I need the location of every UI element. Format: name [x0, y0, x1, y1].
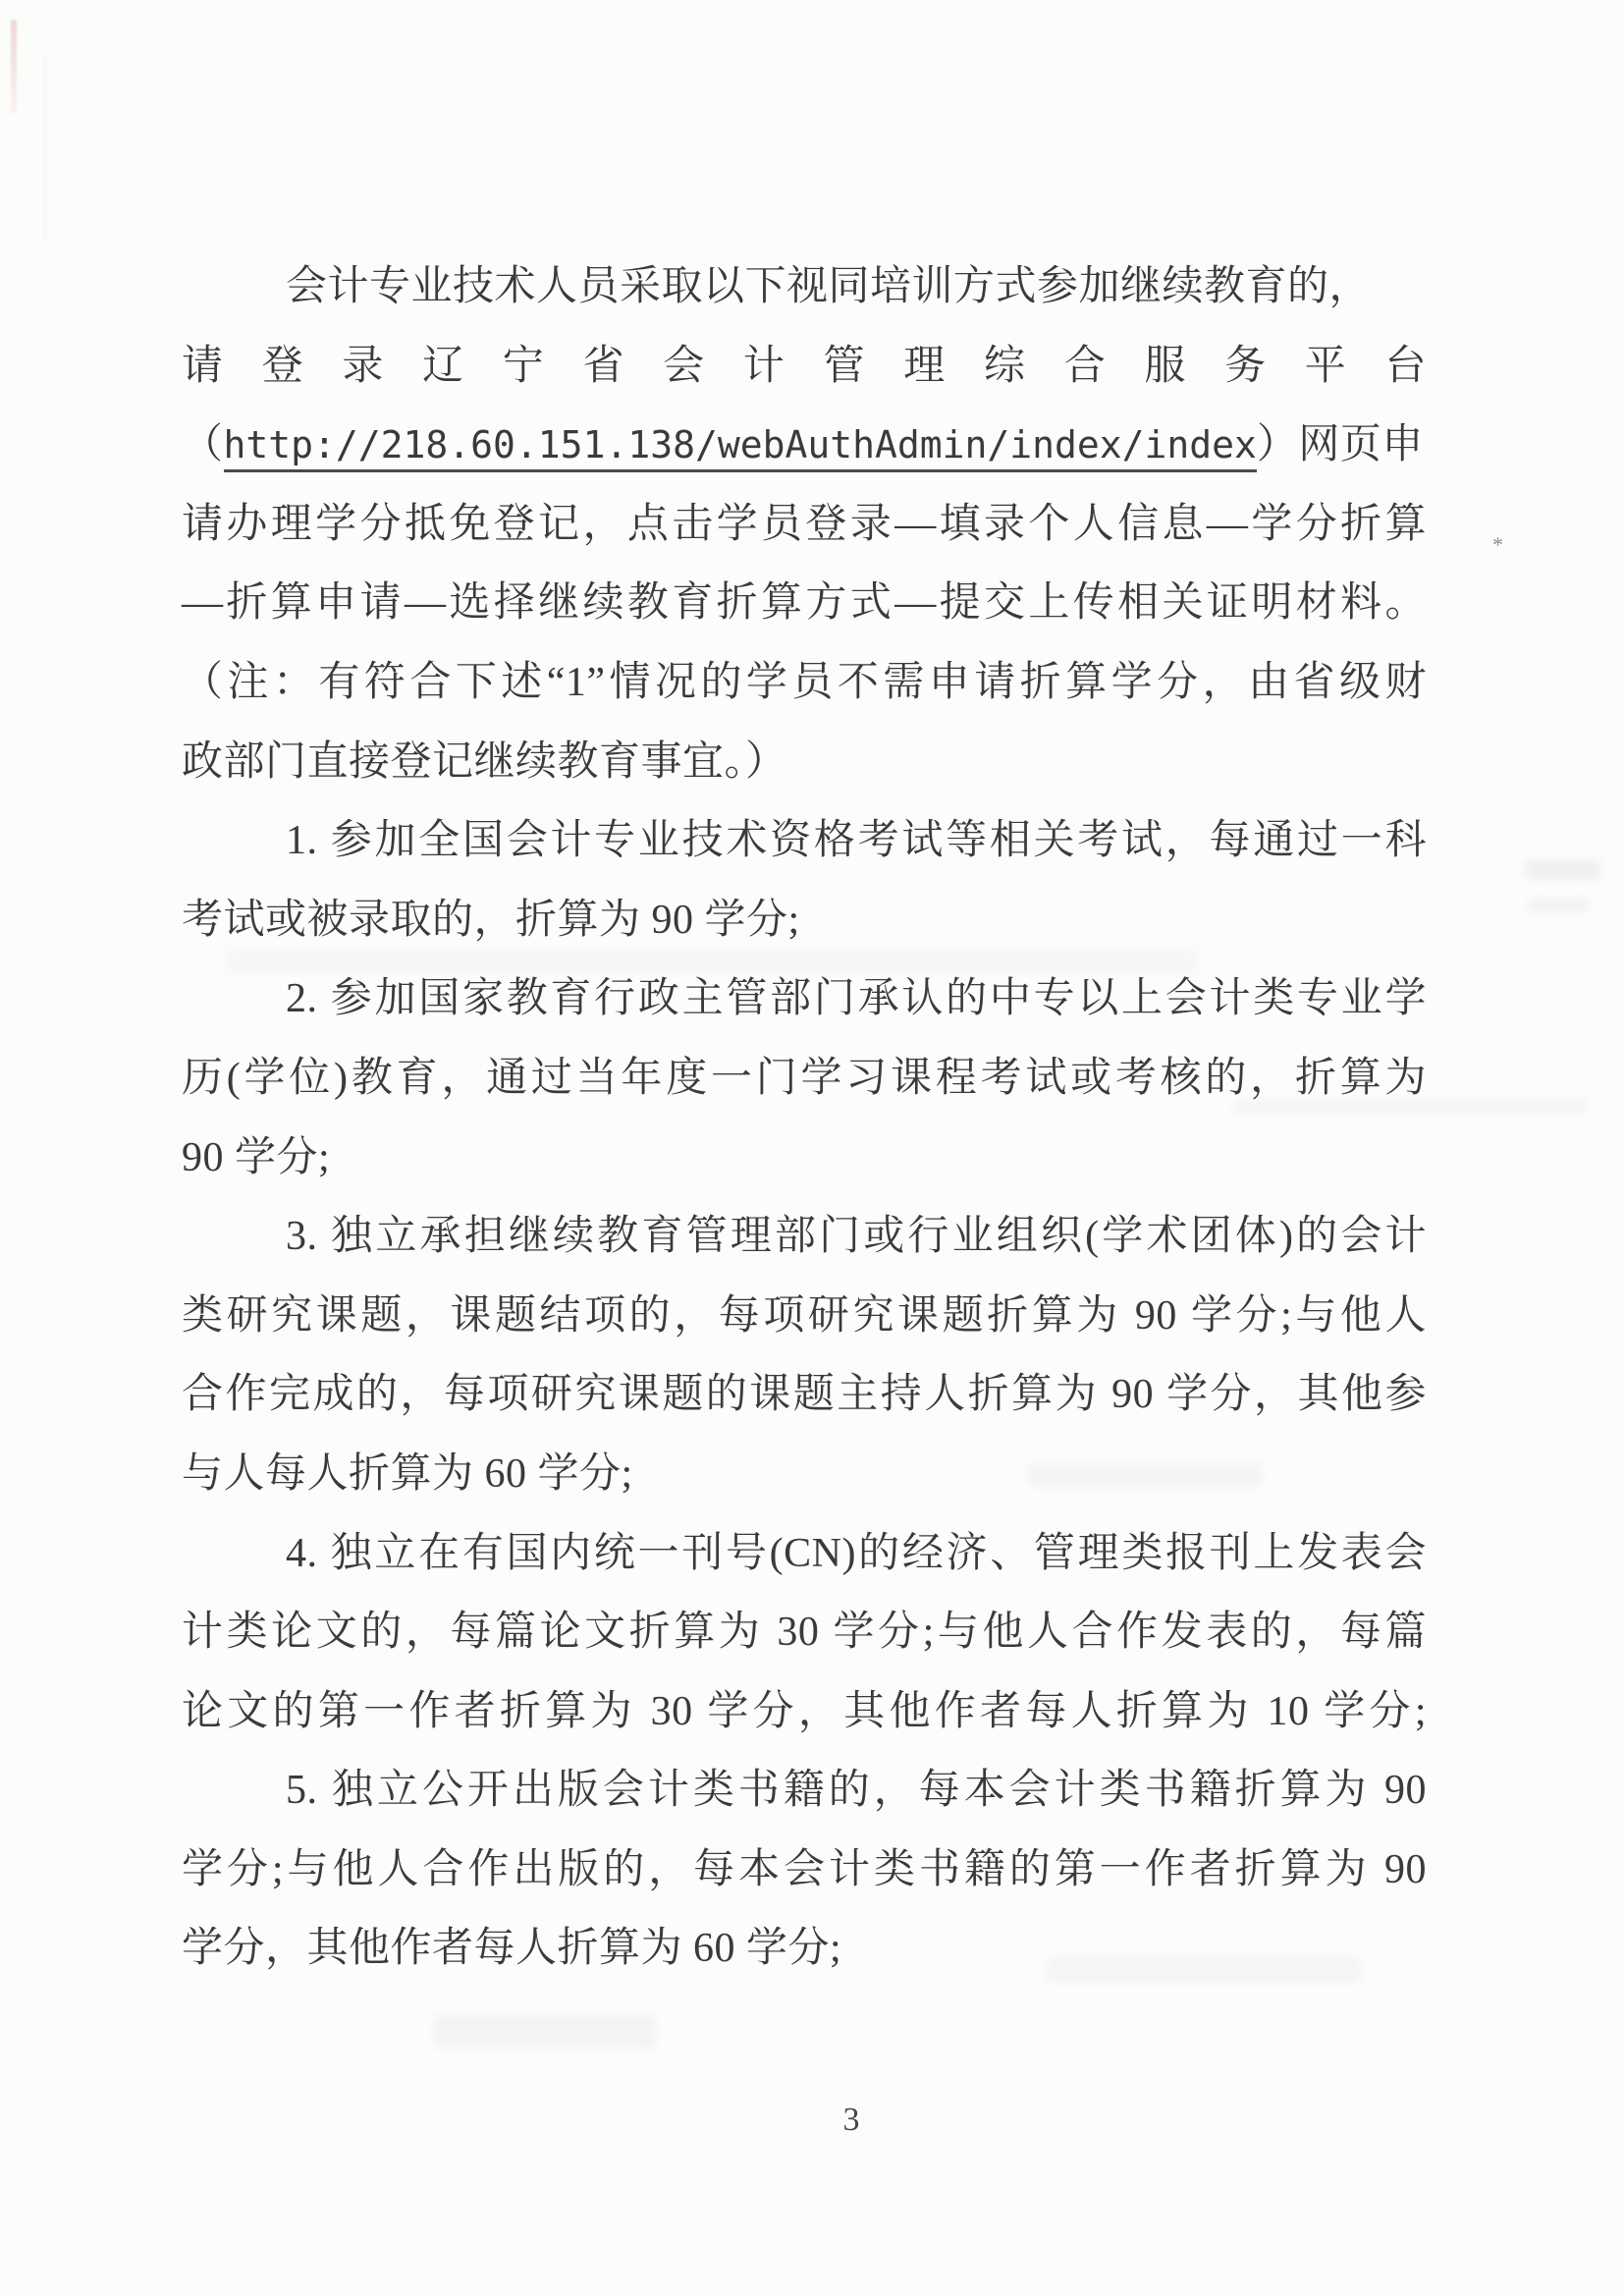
paragraph-line: 请办理学分抵免登记，点击学员登录—填录个人信息—学分折算 [182, 501, 1427, 547]
paragraph-line: 请登录辽宁省会计管理综合服务平台 [182, 343, 1427, 389]
paragraph-line: 历(学位)教育，通过当年度一门学习课程考试或考核的，折算为 [182, 1055, 1427, 1101]
paragraph-line: 论文的第一作者折算为 30 学分，其他作者每人折算为 10 学分; [182, 1688, 1427, 1734]
paragraph-line: 计类论文的，每篇论文折算为 30 学分;与他人合作发表的，每篇 [182, 1610, 1427, 1656]
paragraph-line: —折算申请—选择继续教育折算方式—提交上传相关证明材料。 [182, 580, 1427, 627]
open-paren: （ [182, 422, 224, 468]
bleed-through-smudge [1528, 898, 1589, 912]
platform-url: http://218.60.151.138/webAuthAdmin/index/index [224, 423, 1257, 472]
line-suffix: ）网页申 [1256, 422, 1424, 468]
paragraph-line: 学分;与他人合作出版的，每本会计类书籍的第一作者折算为 90 [182, 1846, 1427, 1892]
document-text-block [182, 247, 1427, 1989]
paragraph-line: 政部门直接登记继续教育事宜。） [182, 738, 787, 785]
list-item-line: 3. 独立承担继续教育管理部门或行业组织(学术团体)的会计 [286, 1214, 1427, 1260]
list-item-line: 4. 独立在有国内统一刊号(CN)的经济、管理类报刊上发表会 [286, 1530, 1427, 1576]
red-pen-streak [11, 20, 17, 114]
paragraph-line: 类研究课题，课题结项的，每项研究课题折算为 90 学分;与他人 [182, 1292, 1427, 1339]
bleed-through-smudge [1525, 860, 1601, 880]
paragraph-line: 考试或被录取的，折算为 90 学分; [182, 897, 800, 943]
paragraph-line: （注：有符合下述“1”情况的学员不需申请折算学分，由省级财 [182, 659, 1427, 705]
paragraph-line: 会计专业技术人员采取以下视同培训方式参加继续教育的， [286, 264, 1372, 309]
paragraph-line: 90 学分; [182, 1134, 331, 1180]
list-item-line: 1. 参加全国会计专业技术资格考试等相关考试，每通过一科 [286, 818, 1427, 864]
list-item-line: 5. 独立公开出版会计类书籍的，每本会计类书籍折算为 90 [286, 1768, 1427, 1814]
bleed-through-smudge [434, 2015, 655, 2049]
page-number: 3 [842, 2102, 860, 2138]
list-item-line: 2. 参加国家教育行政主管部门承认的中专以上会计类专业学 [286, 976, 1427, 1022]
scan-streak [43, 54, 47, 241]
ink-speck: * [1492, 532, 1503, 557]
paragraph-line: 与人每人折算为 60 学分; [182, 1450, 633, 1497]
paragraph-line: 学分，其他作者每人折算为 60 学分; [182, 1926, 842, 1972]
paragraph-line [182, 406, 1427, 485]
paragraph-line: 合作完成的，每项研究课题的课题主持人折算为 90 学分，其他参 [182, 1372, 1427, 1418]
